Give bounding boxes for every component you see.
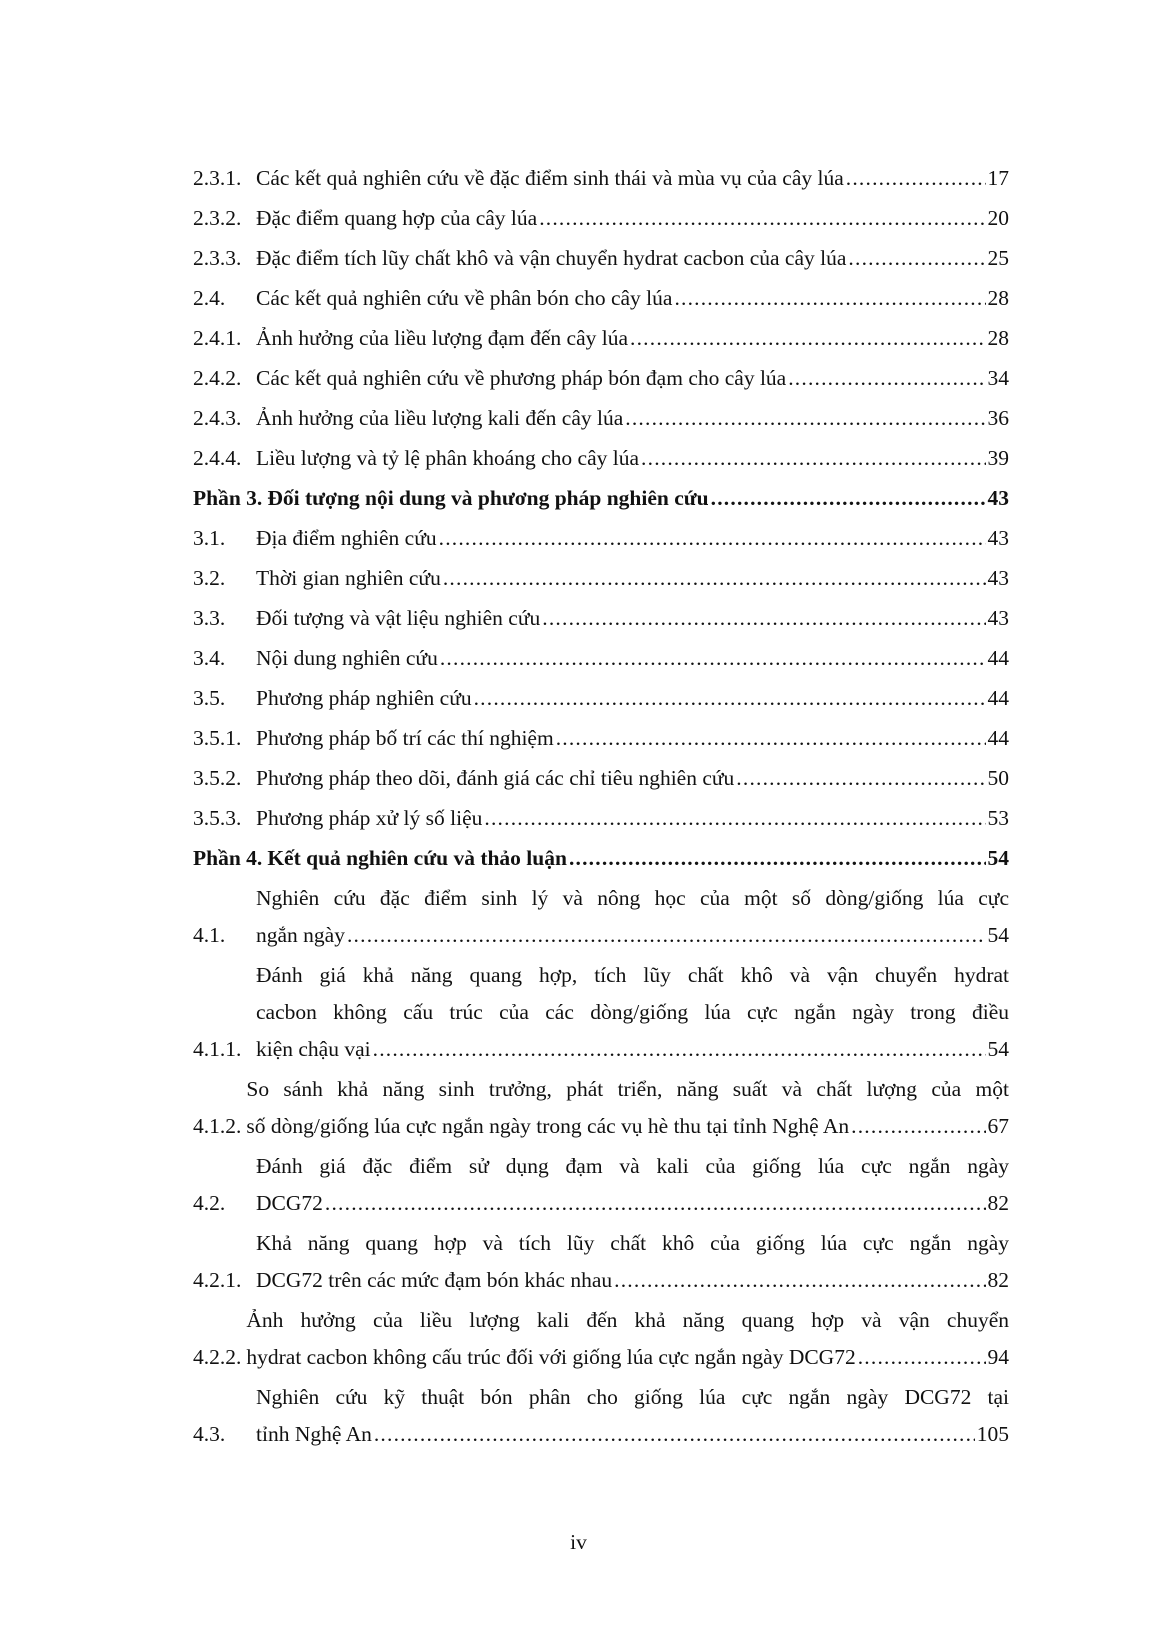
- toc-entry-leader-line: [256, 760, 1009, 797]
- dot-leader: [474, 680, 986, 717]
- toc-entry-leader-line: [256, 240, 1009, 277]
- toc-entry-title-line: So sánh khả năng sinh trưởng, phát triển, năng suất và chất lượng của một: [246, 1077, 1009, 1101]
- toc-entry-page: 36: [987, 406, 1009, 430]
- toc-entry-page: 43: [987, 486, 1009, 510]
- toc-entry-title: Liều lượng và tỷ lệ phân khoáng cho cây lúa: [256, 446, 640, 470]
- toc-entry-title: Các kết quả nghiên cứu về phân bón cho cây lúa: [256, 286, 673, 310]
- toc-entry-body: [256, 520, 1009, 557]
- dot-leader: [569, 840, 986, 877]
- toc-entry-body: [256, 440, 1009, 477]
- toc-entry-body: [256, 957, 1009, 1068]
- toc-entry-body: [267, 480, 1009, 517]
- toc-entry-leader-line: [256, 720, 1009, 757]
- toc-entry-number: 2.4.1.: [193, 326, 242, 350]
- table-of-contents: [193, 160, 1009, 1456]
- toc-entry-body: [256, 280, 1009, 317]
- toc-entry-leader-line: [256, 400, 1009, 437]
- toc-entry-body: [246, 1302, 1009, 1376]
- toc-section-heading[interactable]: [193, 840, 1009, 877]
- toc-entry-number: 3.5.2.: [193, 766, 242, 790]
- toc-entry-page: 34: [987, 366, 1009, 390]
- toc-entry-title-line: Nghiên cứu kỹ thuật bón phân cho giống lúa cực ngắn ngày DCG72 tại: [256, 1385, 1009, 1409]
- toc-entry-body: [256, 1148, 1009, 1222]
- toc-entry-title: Kết quả nghiên cứu và thảo luận: [267, 846, 567, 870]
- toc-entry-number: 2.4.3.: [193, 406, 242, 430]
- toc-entry-page: 43: [987, 606, 1009, 630]
- toc-entry-leader-line: [256, 560, 1009, 597]
- toc-entry-page: 44: [987, 726, 1009, 750]
- toc-entry-number: 2.4.: [193, 286, 226, 310]
- toc-entry-body: [256, 600, 1009, 637]
- toc-entry[interactable]: [193, 240, 1009, 277]
- toc-entry-title-line: Ảnh hưởng của liều lượng kali đến khả năng quang hợp và vận chuyển: [246, 1308, 1009, 1332]
- dot-leader: [788, 360, 985, 397]
- toc-entry-leader-line: [256, 440, 1009, 477]
- dot-leader: [374, 1416, 975, 1453]
- toc-entry-title: Các kết quả nghiên cứu về phương pháp bón đạm cho cây lúa: [256, 366, 787, 390]
- toc-entry[interactable]: [193, 720, 1009, 757]
- toc-entry-number: 4.2.1.: [193, 1268, 242, 1292]
- toc-entry-title: kiện chậu vại: [256, 1037, 371, 1061]
- toc-entry-page: 53: [987, 806, 1009, 830]
- toc-entry-page: 28: [987, 326, 1009, 350]
- toc-entry-leader-line: [256, 1262, 1009, 1299]
- toc-entry-body: [256, 1379, 1009, 1453]
- dot-leader: [736, 760, 985, 797]
- dot-leader: [711, 480, 986, 517]
- toc-entry-body: [256, 360, 1009, 397]
- toc-entry-leader-line: [256, 280, 1009, 317]
- dot-leader: [848, 240, 985, 277]
- toc-entry-title: Đặc điểm tích lũy chất khô và vận chuyển hydrat cacbon của cây lúa: [256, 246, 847, 270]
- toc-entry[interactable]: [193, 400, 1009, 437]
- toc-entry[interactable]: [193, 160, 1009, 197]
- toc-entry-page: 44: [987, 686, 1009, 710]
- toc-entry-leader-line: [256, 1416, 1009, 1453]
- toc-entry-body: [256, 720, 1009, 757]
- page-number: iv: [570, 1530, 587, 1554]
- dot-leader: [674, 280, 985, 317]
- toc-entry-body: [256, 1225, 1009, 1299]
- toc-entry-number: 3.4.: [193, 646, 226, 670]
- toc-entry[interactable]: [193, 1379, 1009, 1453]
- toc-entry[interactable]: [193, 200, 1009, 237]
- toc-entry-title: DCG72: [256, 1191, 323, 1215]
- toc-entry-number: 4.1.: [193, 923, 226, 947]
- toc-entry-number: 3.2.: [193, 566, 226, 590]
- dot-leader: [443, 560, 986, 597]
- toc-entry-body: [246, 1071, 1009, 1145]
- toc-entry-title-line: Nghiên cứu đặc điểm sinh lý và nông học của một số dòng/giống lúa cực: [256, 886, 1009, 910]
- toc-entry-number: 3.1.: [193, 526, 226, 550]
- toc-entry[interactable]: [193, 880, 1009, 954]
- dot-leader: [641, 440, 985, 477]
- dot-leader: [858, 1339, 986, 1376]
- toc-entry[interactable]: [193, 560, 1009, 597]
- dot-leader: [325, 1185, 986, 1222]
- toc-entry[interactable]: [193, 760, 1009, 797]
- toc-entry-leader-line: [246, 1108, 1009, 1145]
- toc-entry[interactable]: [193, 600, 1009, 637]
- toc-entry-title: Đặc điểm quang hợp của cây lúa: [256, 206, 538, 230]
- toc-entry[interactable]: [193, 320, 1009, 357]
- toc-entry-body: [256, 560, 1009, 597]
- toc-entry-page: 82: [987, 1191, 1009, 1215]
- toc-entry-title: Thời gian nghiên cứu: [256, 566, 441, 590]
- toc-entry-title: Đối tượng nội dung và phương pháp nghiên cứu: [267, 486, 709, 510]
- toc-entry-number: 4.2.: [193, 1191, 226, 1215]
- toc-entry-title: Phương pháp xử lý số liệu: [256, 806, 483, 830]
- toc-entry-page: 50: [987, 766, 1009, 790]
- toc-entry-number: 4.2.2.: [193, 1345, 242, 1369]
- toc-entry-title: ngắn ngày: [256, 923, 345, 947]
- toc-entry-leader-line: [246, 1339, 1009, 1376]
- dot-leader: [542, 600, 985, 637]
- toc-entry-number: Phần 3.: [193, 486, 263, 510]
- toc-entry-number: 2.3.2.: [193, 206, 242, 230]
- toc-entry-leader-line: [256, 600, 1009, 637]
- toc-entry-leader-line: [256, 1031, 1009, 1068]
- dot-leader: [373, 1031, 986, 1068]
- toc-entry-body: [267, 840, 1009, 877]
- toc-entry-number: 3.5.: [193, 686, 226, 710]
- toc-entry-body: [256, 240, 1009, 277]
- toc-entry-title: DCG72 trên các mức đạm bón khác nhau: [256, 1268, 613, 1292]
- toc-entry-page: 105: [976, 1422, 1009, 1446]
- toc-entry-number: 2.4.2.: [193, 366, 242, 390]
- dot-leader: [556, 720, 986, 757]
- toc-entry-leader-line: [256, 680, 1009, 717]
- toc-entry-page: 43: [987, 566, 1009, 590]
- toc-entry-number: 2.3.1.: [193, 166, 242, 190]
- toc-entry-title: Phương pháp nghiên cứu: [256, 686, 472, 710]
- toc-entry[interactable]: [193, 680, 1009, 717]
- toc-entry-page: 39: [987, 446, 1009, 470]
- toc-entry-title: số dòng/giống lúa cực ngắn ngày trong các vụ hè thu tại tỉnh Nghệ An: [246, 1114, 850, 1138]
- toc-entry-title-line: cacbon không cấu trúc của các dòng/giống lúa cực ngắn ngày trong điều: [256, 1000, 1009, 1024]
- toc-entry-number: 2.3.3.: [193, 246, 242, 270]
- toc-entry-title: Đối tượng và vật liệu nghiên cứu: [256, 606, 541, 630]
- toc-entry-page: 17: [987, 166, 1009, 190]
- dot-leader: [440, 640, 986, 677]
- toc-entry-number: 4.1.2.: [193, 1114, 242, 1138]
- toc-entry-number: 4.3.: [193, 1422, 226, 1446]
- toc-entry-leader-line: [256, 160, 1009, 197]
- toc-entry-page: 67: [987, 1114, 1009, 1138]
- toc-entry[interactable]: [193, 440, 1009, 477]
- toc-entry-title: tỉnh Nghệ An: [256, 1422, 372, 1446]
- toc-entry[interactable]: [193, 800, 1009, 837]
- toc-entry-title-line: Đánh giá đặc điểm sử dụng đạm và kali của giống lúa cực ngắn ngày: [256, 1154, 1009, 1178]
- toc-entry-leader-line: [256, 800, 1009, 837]
- toc-entry-title: Địa điểm nghiên cứu: [256, 526, 437, 550]
- toc-entry-page: 82: [987, 1268, 1009, 1292]
- toc-entry-page: 54: [987, 923, 1009, 947]
- toc-entry-page: 28: [987, 286, 1009, 310]
- toc-entry-number: 3.5.1.: [193, 726, 242, 750]
- toc-entry[interactable]: [193, 280, 1009, 317]
- toc-entry[interactable]: [193, 1225, 1009, 1299]
- dot-leader: [614, 1262, 985, 1299]
- toc-entry-number: 3.5.3.: [193, 806, 242, 830]
- toc-entry-title-line: Đánh giá khả năng quang hợp, tích lũy chất khô và vận chuyển hydrat: [256, 963, 1009, 987]
- toc-entry-page: 94: [987, 1345, 1009, 1369]
- toc-entry-leader-line: [256, 917, 1009, 954]
- dot-leader: [846, 160, 986, 197]
- toc-entry[interactable]: [193, 520, 1009, 557]
- toc-entry[interactable]: [193, 1302, 1009, 1376]
- toc-entry-number: Phần 4.: [193, 846, 263, 870]
- toc-entry-title: hydrat cacbon không cấu trúc đối với giống lúa cực ngắn ngày DCG72: [246, 1345, 856, 1369]
- toc-entry-title: Các kết quả nghiên cứu về đặc điểm sinh thái và mùa vụ của cây lúa: [256, 166, 844, 190]
- toc-entry-leader-line: [256, 520, 1009, 557]
- toc-entry[interactable]: [193, 640, 1009, 677]
- toc-entry-page: 25: [987, 246, 1009, 270]
- toc-entry-body: [256, 640, 1009, 677]
- toc-entry-body: [256, 200, 1009, 237]
- toc-entry-title: Ảnh hưởng của liều lượng kali đến cây lúa: [256, 406, 624, 430]
- toc-entry-leader-line: [256, 360, 1009, 397]
- toc-entry-page: 54: [987, 846, 1009, 870]
- toc-entry[interactable]: [193, 957, 1009, 1068]
- toc-entry-leader-line: [267, 480, 1009, 517]
- toc-entry-page: 54: [987, 1037, 1009, 1061]
- toc-entry-body: [256, 800, 1009, 837]
- toc-entry-number: 2.4.4.: [193, 446, 242, 470]
- toc-entry-body: [256, 400, 1009, 437]
- dot-leader: [439, 520, 986, 557]
- toc-entry-body: [256, 760, 1009, 797]
- toc-entry-title: Ảnh hưởng của liều lượng đạm đến cây lúa: [256, 326, 629, 350]
- toc-entry-body: [256, 880, 1009, 954]
- toc-entry[interactable]: [193, 360, 1009, 397]
- dot-leader: [484, 800, 985, 837]
- toc-entry-number: 3.3.: [193, 606, 226, 630]
- toc-entry-leader-line: [256, 1185, 1009, 1222]
- toc-entry-leader-line: [267, 840, 1009, 877]
- dot-leader: [539, 200, 985, 237]
- dot-leader: [851, 1108, 985, 1145]
- toc-entry[interactable]: [193, 1071, 1009, 1145]
- toc-entry-number: 4.1.1.: [193, 1037, 242, 1061]
- toc-entry-title: Nội dung nghiên cứu: [256, 646, 438, 670]
- toc-entry-body: [256, 680, 1009, 717]
- toc-section-heading[interactable]: [193, 480, 1009, 517]
- toc-entry-page: 43: [987, 526, 1009, 550]
- dot-leader: [630, 320, 985, 357]
- toc-entry-body: [256, 320, 1009, 357]
- dot-leader: [347, 917, 986, 954]
- toc-entry-title-line: Khả năng quang hợp và tích lũy chất khô của giống lúa cực ngắn ngày: [256, 1231, 1009, 1255]
- toc-entry-leader-line: [256, 640, 1009, 677]
- toc-entry-page: 44: [987, 646, 1009, 670]
- toc-entry-title: Phương pháp theo dõi, đánh giá các chỉ tiêu nghiên cứu: [256, 766, 735, 790]
- toc-entry[interactable]: [193, 1148, 1009, 1222]
- toc-entry-leader-line: [256, 200, 1009, 237]
- toc-entry-page: 20: [987, 206, 1009, 230]
- toc-entry-leader-line: [256, 320, 1009, 357]
- dot-leader: [625, 400, 985, 437]
- toc-entry-title: Phương pháp bố trí các thí nghiệm: [256, 726, 554, 750]
- toc-entry-body: [256, 160, 1009, 197]
